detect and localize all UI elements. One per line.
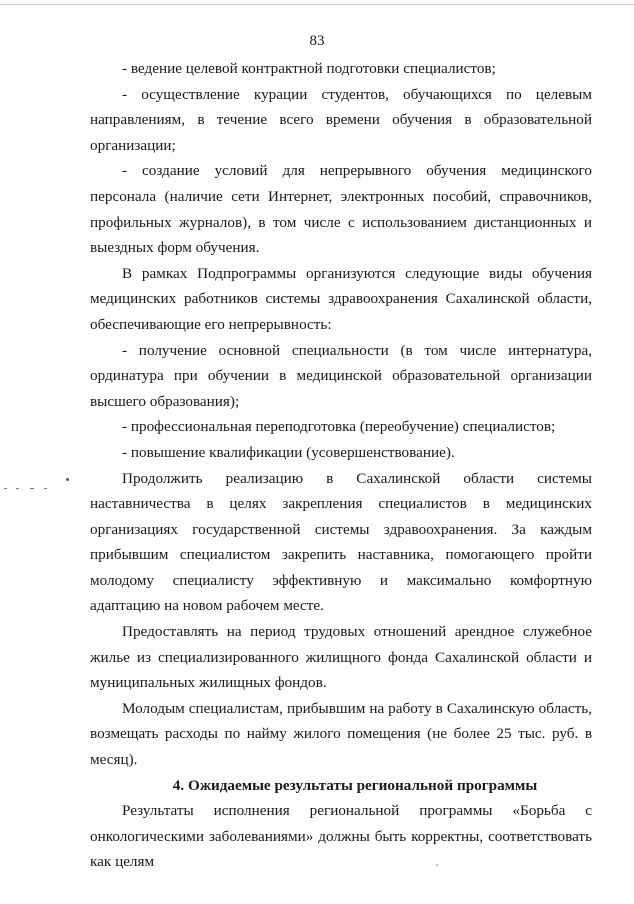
scan-artifact-dash <box>4 488 7 489</box>
list-item-continuous-education: - создание условий для непрерывного обучения медицинского персонала (наличие сети Интернет, электронных пособий, справочников, профильных журналов), в том числе с использованием дистанционных и выездных форм обучения. <box>90 162 592 257</box>
scan-top-edge <box>0 4 634 5</box>
paragraph-expected-results: Результаты исполнения региональной программы «Борьба с онкологическими заболеваниями» должны быть корректны, соответствовать как целям <box>90 802 592 871</box>
paragraph-housing: Предоставлять на период трудовых отношений арендное служебное жилье из специализированного жилищного фонда Сахалинской области и муниципальных жилищных фондов. <box>90 623 592 692</box>
list-item-retraining: - профессиональная переподготовка (переобучение) специалистов; <box>122 418 556 436</box>
scan-artifact-dot <box>66 478 69 481</box>
section-heading: 4. Ожидаемые результаты региональной программы <box>172 776 538 794</box>
list-item-qualification: - повышение квалификации (усовершенствование). <box>122 443 455 461</box>
scan-artifact-dash <box>16 488 19 489</box>
paragraph-rent-compensation: Молодым специалистам, прибывшим на работу в Сахалинскую область, возмещать расходы по найму жилого помещения (не более 25 тыс. руб. в месяц). <box>90 699 592 769</box>
scan-artifact-dash <box>44 488 47 489</box>
paragraph-training-types: В рамках Подпрограммы организуются следующие виды обучения медицинских работников системы здравоохранения Сахалинской области, обеспечивающие его непрерывность: <box>90 264 592 333</box>
document-body <box>90 56 592 875</box>
list-item-primary-specialty: - получение основной специальности (в том числе интернатура, ординатура при обучении в медицинской образовательной организации высшего образования); <box>90 341 592 410</box>
page-number: 83 <box>309 33 325 49</box>
list-item-targeted-training: - ведение целевой контрактной подготовки специалистов; <box>122 60 496 77</box>
scan-artifact-dot <box>436 864 438 866</box>
paragraph-mentorship: Продолжить реализацию в Сахалинской области системы наставничества в целях закрепления специалистов в медицинских организациях государственной системы здравоохранения. За каждым прибывшим специалистом закрепить наставника, помогающего пройти молодому специалисту эффективную и максимально комфортную адаптацию на новом рабочем месте. <box>90 469 592 615</box>
scan-artifact-dash <box>30 488 34 489</box>
list-item-student-curation: - осуществление курации студентов, обучающихся по целевым направлениям, в течение всего времени обучения в образовательной организации; <box>90 85 592 154</box>
